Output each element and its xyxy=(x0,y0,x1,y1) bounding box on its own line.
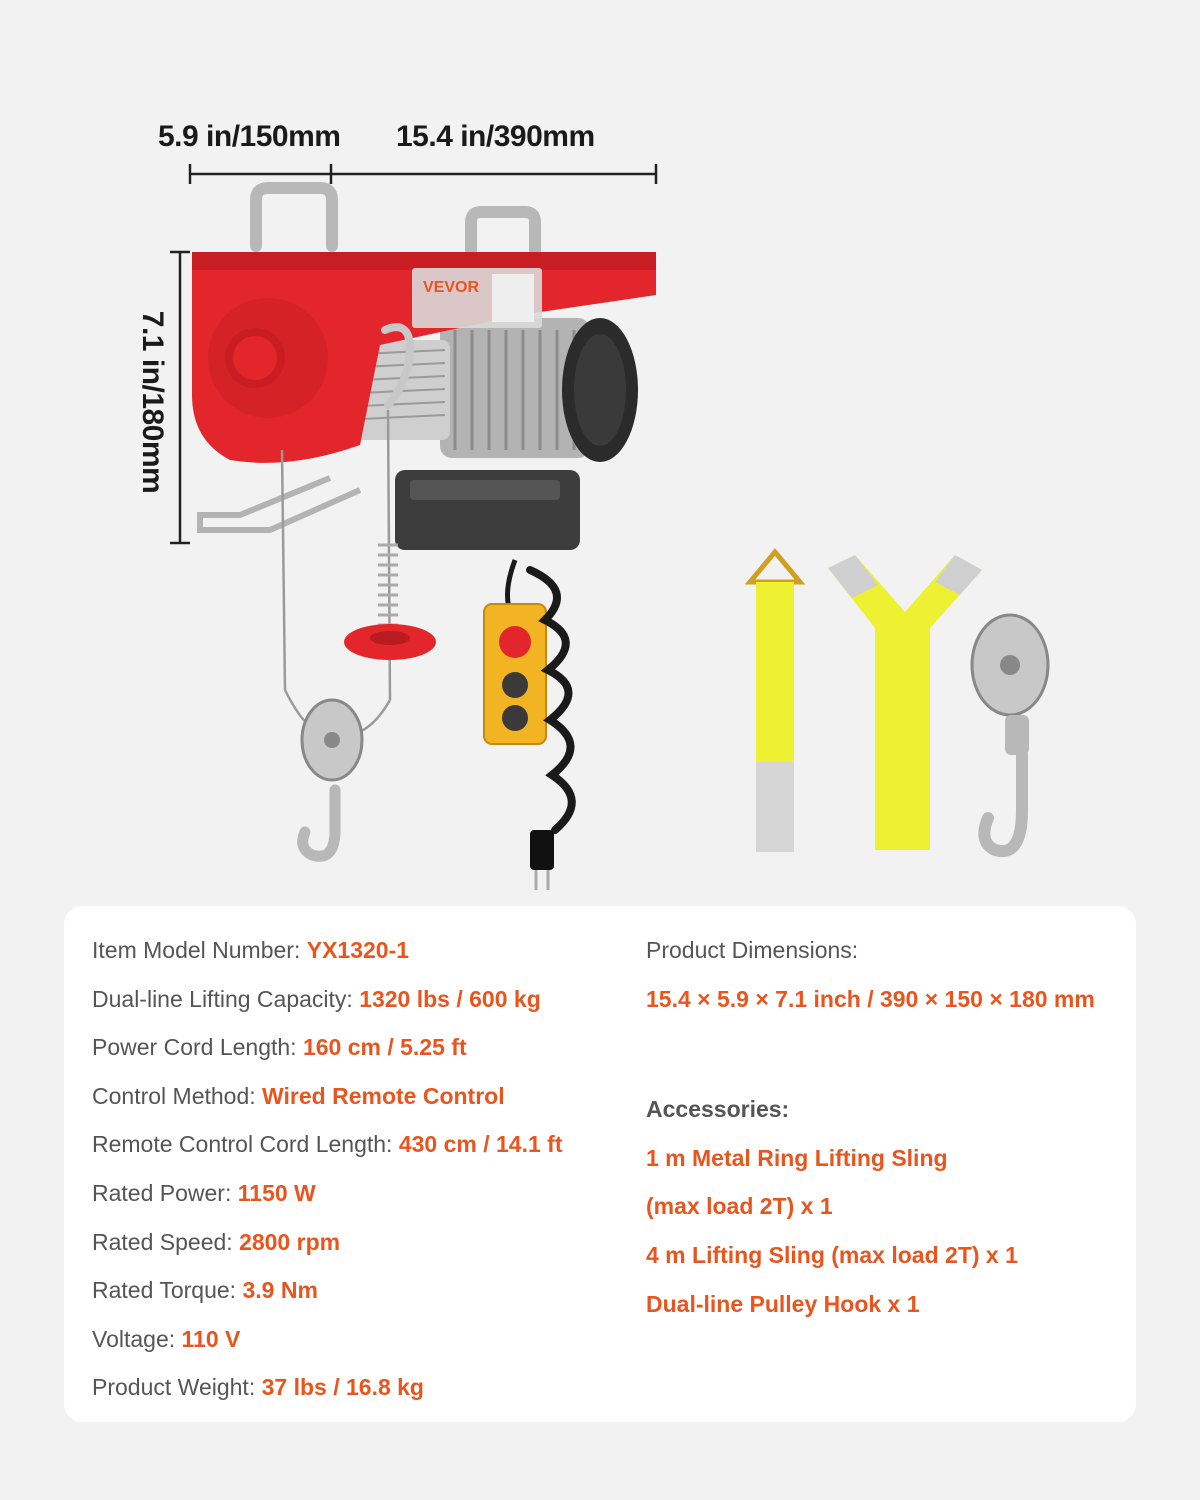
dimensions-accessories xyxy=(646,926,1116,1328)
width-dimension-label: 5.9 in/150mm xyxy=(158,120,341,153)
product-dimensions-label: Product Dimensions: xyxy=(646,937,859,963)
lifting-sling xyxy=(828,555,982,850)
spec-row-remote-cord: Remote Control Cord Length: 430 cm / 14.1 ft xyxy=(92,1131,563,1158)
spec-row-voltage: Voltage: 110 V xyxy=(92,1325,241,1352)
accessories-title: Accessories: xyxy=(646,1096,790,1123)
dual-line-pulley-hook xyxy=(972,615,1048,851)
spec-row-rated-speed: Rated Speed: 2800 rpm xyxy=(92,1228,341,1255)
spec-row-capacity: Dual-line Lifting Capacity: 1320 lbs / 600 kg xyxy=(92,985,541,1012)
height-dimension-label: 7.1 in/180mm xyxy=(136,310,169,494)
accessory-item: 1 m Metal Ring Lifting Sling xyxy=(646,1144,948,1171)
pulley-hook xyxy=(302,700,362,856)
support-rail xyxy=(200,478,360,530)
product-dimensions-value: 15.4 × 5.9 × 7.1 inch / 390 × 150 × 180 mm xyxy=(646,985,1095,1012)
spec-row-power-cord: Power Cord Length: 160 cm / 5.25 ft xyxy=(92,1034,467,1061)
specs-list xyxy=(92,926,632,1412)
spec-row-control-method: Control Method: Wired Remote Control xyxy=(92,1082,505,1109)
specification-card xyxy=(64,906,1136,1422)
spec-row-rated-power: Rated Power: 1150 W xyxy=(92,1179,316,1206)
hanging-brackets xyxy=(256,188,535,250)
accessory-item: (max load 2T) x 1 xyxy=(646,1193,833,1220)
length-dimension-label: 15.4 in/390mm xyxy=(396,120,595,153)
spec-row-weight: Product Weight: 37 lbs / 16.8 kg xyxy=(92,1374,424,1401)
spec-row-model: Item Model Number: YX1320-1 xyxy=(92,937,410,963)
accessory-item: 4 m Lifting Sling (max load 2T) x 1 xyxy=(646,1241,1018,1268)
metal-ring-lifting-sling xyxy=(750,552,800,852)
accessory-item: Dual-line Pulley Hook x 1 xyxy=(646,1290,920,1317)
vevor-logo: VEVOR xyxy=(423,279,480,296)
pendant-control xyxy=(484,560,572,890)
spec-row-rated-torque: Rated Torque: 3.9 Nm xyxy=(92,1277,318,1304)
